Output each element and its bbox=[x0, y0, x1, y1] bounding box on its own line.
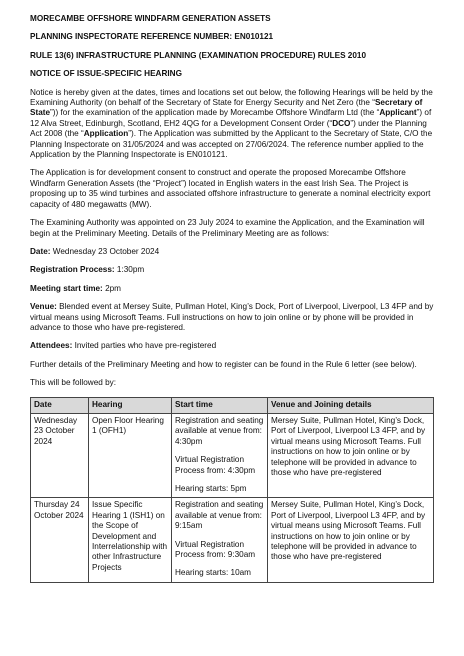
examining-authority-paragraph: The Examining Authority was appointed on 23 July 2024 to examine the Application, and the Examination will begin at the Preliminary Meeting. Details of the Preliminary Meeting are as follows: bbox=[30, 218, 425, 238]
row-start-time bbox=[172, 498, 268, 582]
table-header-row bbox=[31, 397, 434, 413]
defined-term-dco: DCO bbox=[332, 118, 351, 128]
row-hearing: Issue Specific Hearing 1 (ISH1) on the Scope of Development and Interrelationship with other Infrastructure Projects bbox=[89, 498, 172, 582]
attendees-label: Attendees: bbox=[30, 341, 73, 351]
notice-text: ”). The Application was submitted by the Applicant to the Secretary of State, C/O the Planning Inspectorate on 31/05/2024 and was accepted on 27/06/2024. The reference number applied to the Application by the Planning Inspectorate is EN010121. bbox=[30, 129, 433, 160]
further-details-paragraph: Further details of the Preliminary Meeting and how to register can be found in the Rule 6 letter (see below). bbox=[30, 359, 417, 369]
row-start-time bbox=[172, 413, 268, 497]
column-header-date: Date bbox=[31, 397, 89, 413]
meeting-date bbox=[30, 247, 434, 257]
column-header-hearing: Hearing bbox=[89, 397, 172, 413]
column-header-start-time: Start time bbox=[172, 397, 268, 413]
notice-text: ”)) for the examination of the application made by Morecambe Offshore Windfarm Ltd (the “ bbox=[50, 108, 380, 118]
defined-term-application: Application bbox=[83, 129, 129, 139]
notice-text: ”) under the Planning Act 2008 (the “ bbox=[30, 118, 427, 139]
start-registration: Registration and seating available at venue from: 9:15am bbox=[175, 500, 264, 531]
project-title: MORECAMBE OFFSHORE WINDFARM GENERATION ASSETS bbox=[30, 14, 271, 23]
rule-heading: RULE 13(6) INFRASTRUCTURE PLANNING (EXAMINATION PROCEDURE) RULES 2010 bbox=[30, 50, 367, 60]
start-time-value: 2pm bbox=[102, 283, 121, 293]
row-venue: Mersey Suite, Pullman Hotel, King’s Dock, Port of Liverpool, Liverpool L3 4FP, and by virtual means using Microsoft Teams. Full instructions on how to join online or by telephone will be provided in advance to those who have pre-registered bbox=[268, 498, 434, 582]
start-time-label: Meeting start time: bbox=[30, 283, 103, 293]
defined-term-applicant: Applicant bbox=[379, 108, 417, 118]
start-registration: Registration and seating available at venue from: 4:30pm bbox=[175, 415, 264, 446]
meeting-date-value: Wednesday 23 October 2024 bbox=[50, 246, 160, 256]
row-date: Thursday 24 October 2024 bbox=[31, 498, 89, 582]
column-header-venue: Venue and Joining details bbox=[268, 397, 434, 413]
row-venue: Mersey Suite, Pullman Hotel, King’s Dock, Port of Liverpool, Liverpool L3 4FP, and by virtual means using Microsoft Teams. Full instructions on how to join online or by telephone will be provided in advance to those who have pre-registered bbox=[268, 413, 434, 497]
attendees-value: Invited parties who have pre-registered bbox=[72, 341, 217, 351]
defined-term-secretary-of-state: Secretary of State bbox=[30, 98, 423, 118]
registration-label: Registration Process: bbox=[30, 265, 115, 275]
registration-process bbox=[30, 265, 434, 275]
meeting-attendees bbox=[30, 341, 434, 351]
row-hearing: Open Floor Hearing 1 (OFH1) bbox=[89, 413, 172, 497]
notice-paragraph bbox=[30, 88, 434, 161]
followed-by-text: This will be followed by: bbox=[30, 378, 117, 388]
table-row bbox=[31, 498, 434, 582]
start-virtual-registration: Virtual Registration Process from: 4:30pm bbox=[175, 455, 256, 475]
registration-value: 1:30pm bbox=[114, 265, 145, 275]
notice-text: ”) of 12 Alva Street, Edinburgh, Scotland, EH2 4QG for a Development Consent Order (“ bbox=[30, 108, 432, 128]
venue-label: Venue: bbox=[30, 302, 57, 312]
hearings-table bbox=[30, 397, 434, 583]
start-virtual-registration: Virtual Registration Process from: 9:30am bbox=[175, 539, 256, 560]
venue-value: Blended event at Mersey Suite, Pullman Hotel, King’s Dock, Port of Liverpool, Liverpool, L3 4FP and by virtual means using Microsoft Teams. Full instructions on how to join online or by phone will be provided in advance to those who have pre-registered. bbox=[30, 302, 434, 332]
start-hearing: Hearing starts: 5pm bbox=[175, 484, 247, 493]
application-description: The Application is for development consent to construct and operate the proposed Morecambe Offshore Windfarm Generation Assets (the “Project”) located in English waters in the east Irish Sea. The Project is proposing up to 35 wind turbines and associated offshore infrastructure to generate a nominal electricity export capacity of 480 megawatts (MW). bbox=[30, 168, 431, 209]
notice-heading: NOTICE OF ISSUE-SPECIFIC HEARING bbox=[30, 69, 182, 79]
meeting-start-time bbox=[30, 284, 434, 294]
row-date: Wednesday 23 October 2024 bbox=[31, 413, 89, 497]
meeting-venue bbox=[30, 302, 434, 333]
meeting-date-label: Date: bbox=[30, 246, 51, 256]
notice-text: Notice is hereby given at the dates, times and locations set out below, the following Hearings will be held by the Examining Authority (on behalf of the Secretary of State for Energy Security and Net Zero (the “ bbox=[30, 87, 433, 108]
start-hearing: Hearing starts: 10am bbox=[175, 568, 251, 578]
table-row bbox=[31, 413, 434, 497]
reference-number-heading: PLANNING INSPECTORATE REFERENCE NUMBER: EN010121 bbox=[30, 32, 274, 42]
